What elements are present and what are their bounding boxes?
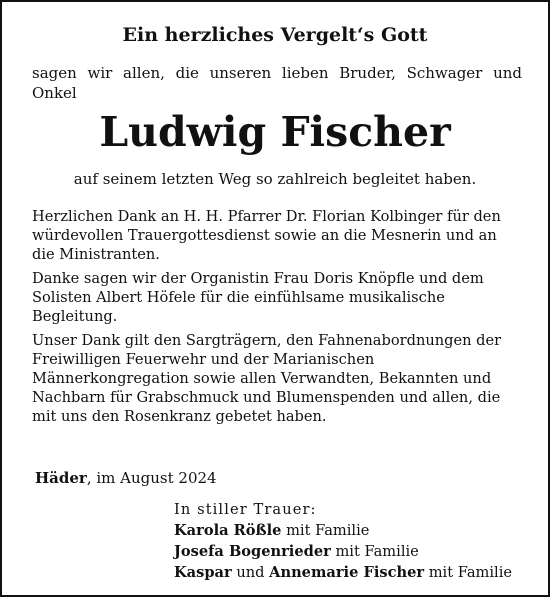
mourner-name-second: Annemarie Fischer	[269, 564, 425, 581]
thanks-paragraph-music: Danke sagen wir der Organistin Frau Doris Knöpfle und dem Solisten Albert Höfele für die einfühlsame musikalische Begleitung.	[32, 270, 484, 325]
mourner-name: Josefa Bogenrieder	[174, 543, 331, 560]
mourning-intro: In stiller Trauer:	[174, 501, 317, 518]
place-name: Häder	[35, 469, 87, 487]
deceased-name: Ludwig Fischer	[99, 108, 451, 156]
intro-text: sagen wir allen, die unseren lieben Bruder, Schwager und Onkel	[32, 64, 522, 102]
thanks-section	[32, 207, 522, 431]
notice-heading: Ein herzliches Vergelt‘s Gott	[122, 24, 428, 46]
mourner-name: Kaspar	[174, 564, 232, 581]
place-date-line	[35, 468, 217, 488]
mourner-suffix: mit Familie	[281, 522, 370, 539]
thanks-paragraph-general: Unser Dank gilt den Sargträgern, den Fahnenabordnungen der Freiwilligen Feuerwehr und der Marianischen Männerkongregation sowie allen Verwandten, Bekannten und Nachbarn für Grabschmuck und Blumenspenden und allen, die mit uns den Rosenkranz gebetet haben.	[32, 332, 502, 425]
thanks-paragraph-clergy: Herzlichen Dank an H. H. Pfarrer Dr. Florian Kolbinger für den würdevollen Trauergottesdienst sowie an die Mesnerin und an die Ministranten.	[32, 208, 501, 263]
mourner-line	[174, 520, 512, 541]
mourner-line	[174, 562, 512, 583]
date-text: , im August 2024	[86, 469, 217, 487]
mourner-suffix: mit Familie	[424, 564, 513, 581]
mourners-block	[174, 499, 512, 583]
mourner-suffix: mit Familie	[330, 543, 419, 560]
mourner-name: Karola Rößle	[174, 522, 282, 539]
mourner-line	[174, 541, 512, 562]
after-name-text: auf seinem letzten Weg so zahlreich begleitet haben.	[73, 170, 477, 188]
mourner-join: und	[231, 564, 270, 581]
